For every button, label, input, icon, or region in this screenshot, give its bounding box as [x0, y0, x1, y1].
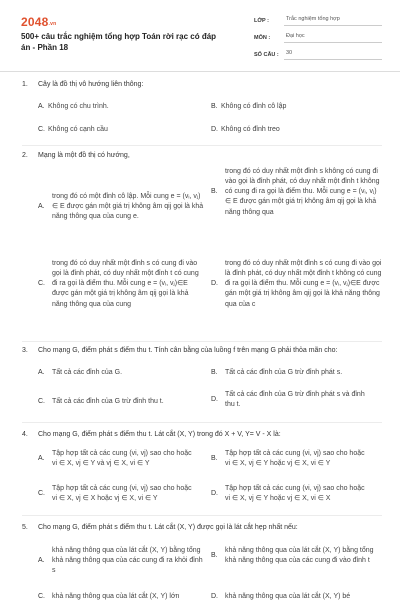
option-text: Tập hợp tất cả các cung (vi, vj) sao cho hoặc vi ∈ X, vj ∈ Y hoặc vj ∈ X, vi ∈ X	[225, 485, 365, 503]
option-c[interactable]	[38, 397, 204, 407]
question-stem	[22, 151, 382, 161]
question-divider	[22, 515, 382, 516]
option-letter: D.	[211, 396, 218, 404]
option-b[interactable]	[211, 167, 383, 218]
option-c[interactable]	[38, 484, 198, 504]
option-letter: C.	[38, 280, 45, 288]
option-letter: B.	[211, 103, 218, 110]
question-number: 4.	[22, 431, 28, 438]
option-a[interactable]	[38, 102, 198, 112]
option-text: Tất cả các đỉnh của G trừ đỉnh phát s và đỉnh thu t.	[225, 391, 365, 409]
option-text: khả năng thông qua của lát cắt (X, Y) lớn	[52, 593, 180, 600]
document-meta	[254, 12, 382, 63]
question-stem	[22, 80, 382, 90]
option-letter: A.	[38, 557, 45, 565]
document-header	[0, 0, 400, 72]
option-a[interactable]	[38, 546, 204, 576]
meta-socau-value: 30	[284, 50, 382, 60]
option-text: Tập hợp tất cả các cung (vi, vj) sao cho hoặc vi ∈ X, vj ∈ X hoặc vj ∈ X, vi ∈ Y	[52, 485, 192, 503]
option-letter: B.	[211, 369, 218, 376]
option-c[interactable]	[38, 259, 204, 310]
question-divider	[22, 145, 382, 146]
question-text: Cho mạng G, điểm phát s điểm thu t. Tính cân bằng của luồng f trên mạng G phải thỏa mãn cho:	[38, 347, 338, 354]
option-letter: D.	[211, 126, 218, 133]
option-letter: D.	[211, 280, 218, 288]
option-text: khả năng thông qua của lát cắt (X, Y) bé	[225, 593, 351, 600]
option-text: Tất cả các đỉnh của G trừ đỉnh thu t.	[52, 398, 164, 405]
question-number: 1.	[22, 81, 28, 88]
option-letter: D.	[211, 490, 218, 498]
option-d[interactable]	[211, 592, 383, 602]
meta-row-lop	[254, 12, 382, 26]
option-d[interactable]	[211, 390, 371, 410]
option-letter: A.	[38, 203, 45, 211]
option-c[interactable]	[38, 125, 198, 135]
option-text: Tất cả các đỉnh của G trừ đỉnh phát s.	[225, 369, 343, 376]
option-b[interactable]	[211, 368, 383, 378]
option-text: Không có đỉnh cô lập	[221, 103, 287, 110]
option-text: Không có chu trình.	[48, 103, 109, 110]
option-a[interactable]	[38, 192, 204, 222]
meta-row-mon	[254, 29, 382, 43]
option-text: trong đó có duy nhất một đỉnh s có cung đi vào gọi là đỉnh phát, có duy nhất một đỉnh t có cung đi ra gọi là điểm thu. Mỗi cung e = (vᵢ, vⱼ)∈E được gán một giá trị không âm qij gọi là khả năng thông qua của cung	[52, 260, 199, 308]
meta-socau-label: SỐ CÂU :	[254, 52, 279, 59]
option-letter: B.	[211, 455, 218, 463]
option-text: trong đó có duy nhất một đỉnh s có cung đi vào gọi là đỉnh phát, có duy nhất một đỉnh t không có cung đi ra gọi là điểm thu. Mỗi cung e = (vᵢ, vⱼ)∈E được gán một giá trị không âm qij gọi là khả năng thông qua của c	[225, 260, 382, 308]
option-letter: A.	[38, 369, 45, 376]
option-d[interactable]	[211, 125, 381, 135]
option-c[interactable]	[38, 592, 204, 602]
question-number: 3.	[22, 347, 28, 354]
option-text: Tất cả các đỉnh của G.	[52, 369, 123, 376]
option-text: khả năng thông qua của lát cắt (X, Y) bằng tổng khả năng thông qua của các cung đi ra khỏi đỉnh s	[52, 547, 203, 575]
option-letter: C.	[38, 398, 45, 405]
option-letter: C.	[38, 126, 45, 133]
option-letter: D.	[211, 593, 218, 600]
option-a[interactable]	[38, 368, 204, 378]
option-letter: B.	[211, 188, 218, 196]
question-text: Cho mạng G, điểm phát s điểm thu t. Lát cắt (X, Y) được gọi là lát cắt hẹp nhất nếu:	[38, 524, 298, 531]
site-logo[interactable]: 2048.vn	[21, 15, 57, 29]
option-b[interactable]	[211, 102, 381, 112]
option-b[interactable]	[211, 449, 371, 469]
option-b[interactable]	[211, 546, 383, 566]
question-stem	[22, 523, 382, 533]
question-text: Mạng là một đồ thị có hướng,	[38, 152, 130, 159]
question-stem	[22, 346, 382, 356]
option-a[interactable]	[38, 449, 198, 469]
meta-mon-value: Đại học	[284, 33, 382, 43]
meta-lop-value: Trắc nghiệm tổng hợp	[284, 16, 382, 26]
question-divider	[22, 341, 382, 342]
question-number: 2.	[22, 152, 28, 159]
option-text: trong đó có một đỉnh cô lập. Mỗi cung e = (vᵢ, vⱼ) ∈ E được gán một giá trị không âm qij gọi là khả năng thông qua của cung e.	[52, 193, 204, 221]
meta-row-socau	[254, 46, 382, 60]
question-text: Cho mạng G, điểm phát s điểm thu t. Lát cắt (X, Y) trong đó X + V, Y= V - X là:	[38, 431, 281, 438]
header-divider	[0, 71, 400, 72]
meta-lop-label: LỚP :	[254, 18, 269, 25]
option-text: khả năng thông qua của lát cắt (X, Y) bằng tổng khả năng thông qua của các cung đi vào đỉnh t	[225, 547, 374, 565]
option-text: Tập hợp tất cả các cung (vi, vj) sao cho hoặc vi ∈ X, vj ∈ Y hoặc vj ∈ X, vi ∈ Y	[225, 450, 365, 468]
option-letter: C.	[38, 490, 45, 498]
question-stem	[22, 430, 382, 440]
option-d[interactable]	[211, 259, 383, 310]
option-letter: C.	[38, 593, 45, 600]
option-text: Không có cạnh cầu	[48, 126, 108, 133]
option-d[interactable]	[211, 484, 371, 504]
option-letter: A.	[38, 103, 45, 110]
meta-mon-label: MÔN :	[254, 35, 271, 42]
document-title: 500+ câu trắc nghiệm tổng hợp Toán rời rạc có đáp án - Phần 18	[21, 32, 217, 52]
option-letter: B.	[211, 552, 218, 560]
question-number: 5.	[22, 524, 28, 531]
question-text: Cây là đồ thị vô hướng liên thông:	[38, 81, 144, 88]
option-text: trong đó có duy nhất một đỉnh s không có cung đi vào gọi là đỉnh phát, có duy nhất một đỉnh t không có cung đi ra gọi là điểm thu. Mỗi cung e = (vᵢ, vⱼ) ∈ E được gán một giá trị không âm qij gọi là khả năng thông qua	[225, 168, 380, 216]
option-text: Không có đỉnh treo	[221, 126, 280, 133]
option-letter: A.	[38, 455, 45, 463]
question-divider	[22, 422, 382, 423]
option-text: Tập hợp tất cả các cung (vi, vj) sao cho hoặc vi ∈ X, vj ∈ Y và vj ∈ X, vi ∈ Y	[52, 450, 192, 468]
